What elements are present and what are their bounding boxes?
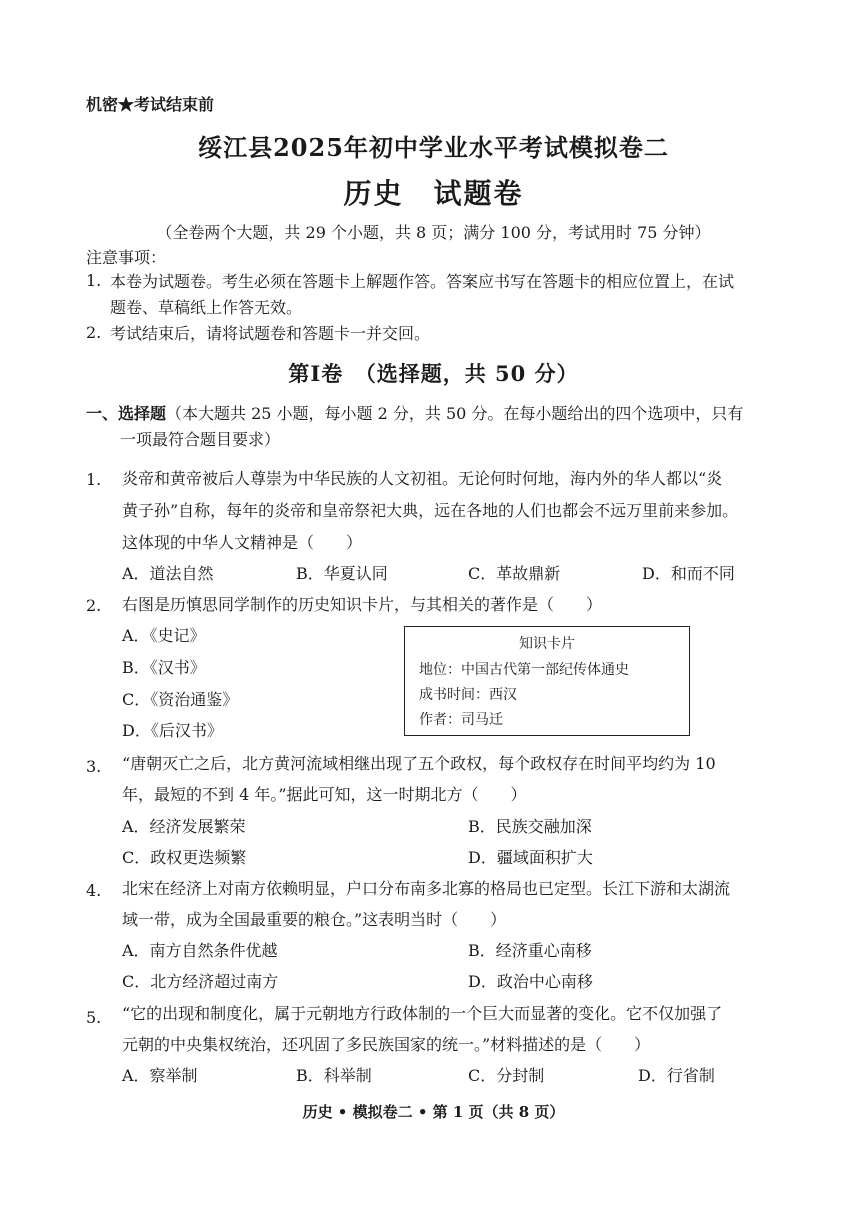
exam-info: （全卷两个大题，共 29 个小题，共 8 页；满分 100 分，考试用时 75 分钟）: [156, 223, 711, 242]
card-title: 知识卡片: [519, 636, 575, 652]
question-text: 域一带，成为全国最重要的粮仓。”这表明当时（ ）: [122, 910, 507, 929]
question-number: 1.: [86, 470, 102, 489]
option-c: C．《资治通鉴》: [122, 690, 239, 709]
note-number: 2.: [86, 323, 102, 342]
exam-subtitle: 历史 试题卷: [343, 177, 524, 210]
option-a: A．道法自然: [122, 564, 214, 583]
knowledge-card: [404, 626, 690, 736]
option-a: A．南方自然条件优越: [122, 941, 278, 960]
note-text: 题卷、草稿纸上作答无效。: [110, 298, 303, 317]
confidential-label: 机密★考试结束前: [86, 95, 215, 114]
option-a: A．经济发展繁荣: [122, 817, 246, 836]
option-b: B．民族交融加深: [468, 817, 592, 836]
option-b: B．科举制: [296, 1066, 372, 1085]
option-a: A．《史记》: [122, 626, 206, 645]
exam-title: 绥江县2025年初中学业水平考试模拟卷二: [198, 133, 669, 162]
option-d: D．行省制: [638, 1066, 715, 1085]
question-text: “唐朝灭亡之后，北方黄河流域相继出现了五个政权，每个政权存在时间平均约为 10: [122, 754, 716, 773]
option-c: C．分封制: [468, 1066, 545, 1085]
option-a: A．察举制: [122, 1066, 198, 1085]
question-number: 3.: [86, 757, 102, 776]
question-text: 这体现的中华人文精神是（ ）: [122, 533, 363, 552]
question-text: 元朝的中央集权统治，还巩固了多民族国家的统一。”材料描述的是（ ）: [122, 1035, 651, 1054]
option-d: D．《后汉书》: [122, 721, 223, 740]
card-line: 成书时间：西汉: [419, 687, 517, 703]
note-text: 考试结束后，请将试题卷和答题卡一并交回。: [110, 324, 431, 343]
option-d: D．政治中心南移: [468, 972, 593, 991]
question-text: 黄子孙”自称，每年的炎帝和皇帝祭祀大典，远在各地的人们也都会不远万里前来参加。: [122, 501, 739, 520]
option-d: D．疆域面积扩大: [468, 848, 593, 867]
section-description-cont: 一项最符合题目要求）: [120, 430, 281, 449]
option-b: B．《汉书》: [122, 658, 206, 677]
section-desc-text: （本大题共 25 小题，每小题 2 分，共 50 分。在每小题给出的四个选项中，只有: [166, 404, 744, 423]
page-footer: 历史 • 模拟卷二 • 第 1 页（共 8 页）: [302, 1103, 565, 1121]
question-text: 右图是历慎思同学制作的历史知识卡片，与其相关的著作是（ ）: [122, 595, 603, 614]
option-c: C．北方经济超过南方: [122, 972, 279, 991]
note-text: 本卷为试题卷。考生必须在答题卡上解题作答。答案应书写在答题卡的相应位置上，在试: [110, 272, 735, 291]
question-text: 北宋在经济上对南方依赖明显，户口分布南多北寡的格局也已定型。长江下游和太湖流: [122, 879, 731, 898]
card-line: 作者：司马迁: [419, 712, 503, 728]
option-c: C．革故鼎新: [468, 564, 561, 583]
question-text: 年，最短的不到 4 年。”据此可知，这一时期北方（ ）: [122, 785, 527, 804]
question-text: “它的出现和制度化，属于元朝地方行政体制的一个巨大而显著的变化。它不仅加强了: [122, 1004, 723, 1023]
card-line: 地位：中国古代第一部纪传体通史: [419, 662, 629, 678]
section-heading: 第Ⅰ卷 （选择题，共 50 分）: [288, 361, 579, 386]
option-b: B．经济重心南移: [468, 941, 592, 960]
question-number: 2.: [86, 596, 102, 615]
notes-title: 注意事项：: [86, 248, 167, 267]
question-number: 5.: [86, 1008, 102, 1027]
section-label: 一、选择题: [86, 404, 167, 423]
question-number: 4.: [86, 881, 102, 900]
question-text: 炎帝和黄帝被后人尊崇为中华民族的人文初祖。无论何时何地，海内外的华人都以“炎: [122, 469, 723, 488]
section-description: [86, 402, 743, 426]
option-b: B．华夏认同: [296, 564, 388, 583]
note-number: 1.: [86, 271, 102, 290]
option-d: D．和而不同: [642, 564, 735, 583]
option-c: C．政权更迭频繁: [122, 848, 247, 867]
